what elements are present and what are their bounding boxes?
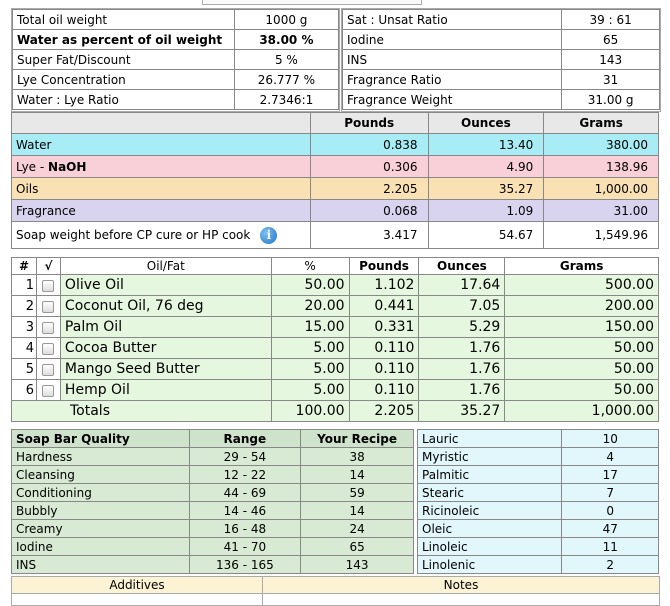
summary-value: 39 : 61: [562, 10, 660, 30]
oil-index: 2: [12, 296, 37, 317]
oil-checkbox-cell: [36, 338, 60, 359]
oil-index: 1: [12, 275, 37, 296]
quality-name: Creamy: [12, 520, 190, 538]
summary-value: 31: [562, 70, 660, 90]
summary-label: INS: [343, 50, 562, 70]
quality-name: Hardness: [12, 448, 190, 466]
fatty-acid-name: Stearic: [418, 484, 562, 502]
lye-pounds: 0.306: [310, 156, 428, 178]
quality-table: [11, 429, 414, 574]
oil-name: Coconut Oil, 76 deg: [60, 296, 271, 317]
fatty-acid-value: 17: [562, 466, 659, 484]
oil-name: Olive Oil: [60, 275, 271, 296]
oil-grams: 50.00: [505, 338, 659, 359]
oil-index: 5: [12, 359, 37, 380]
oils-header-check: √: [36, 258, 60, 275]
quality-range: 14 - 46: [189, 502, 301, 520]
summary-value: 38.00 %: [234, 30, 338, 50]
summary-left-row: [13, 70, 339, 90]
oils-ounces: 35.27: [428, 178, 544, 200]
weights-row-oils: [12, 178, 659, 200]
oil-checkbox-cell: [36, 380, 60, 401]
quality-recipe: 14: [301, 502, 414, 520]
oils-pounds: 2.205: [310, 178, 428, 200]
oils-totals-row: [12, 401, 659, 422]
quality-range: 29 - 54: [189, 448, 301, 466]
oil-name: Hemp Oil: [60, 380, 271, 401]
oils-header-grams: Grams: [505, 258, 659, 275]
lye-label: [12, 156, 311, 178]
fatty-acid-name: Myristic: [418, 448, 562, 466]
totals-pounds: 2.205: [349, 401, 419, 422]
summary-value: 143: [562, 50, 660, 70]
fatty-acid-value: 11: [562, 538, 659, 556]
oil-checkbox-cell: [36, 359, 60, 380]
summary-label: Fragrance Ratio: [343, 70, 562, 90]
oil-pounds: 0.331: [349, 317, 419, 338]
quality-row: [12, 466, 414, 484]
summary-value: 65: [562, 30, 660, 50]
oil-row: [12, 275, 659, 296]
totals-label: Totals: [12, 401, 272, 422]
oil-row: [12, 380, 659, 401]
oil-grams: 500.00: [505, 275, 659, 296]
summary-label: Sat : Unsat Ratio: [343, 10, 562, 30]
oils-grams: 1,000.00: [544, 178, 659, 200]
oil-checkbox-cell: [36, 317, 60, 338]
notes-textarea[interactable]: [263, 594, 659, 605]
oil-percent[interactable]: 5.00: [271, 359, 349, 380]
oil-ounces: 7.05: [419, 296, 505, 317]
fatty-acid-name: Ricinoleic: [418, 502, 562, 520]
oil-checkbox[interactable]: [42, 322, 54, 334]
oils-header-name: Oil/Fat: [60, 258, 271, 275]
oil-checkbox-cell: [36, 275, 60, 296]
oils-header-ounces: Ounces: [419, 258, 505, 275]
fatty-acid-row: [418, 502, 659, 520]
fatty-acid-name: Oleic: [418, 520, 562, 538]
summary-label: Iodine: [343, 30, 562, 50]
oil-index: 4: [12, 338, 37, 359]
quality-recipe: 24: [301, 520, 414, 538]
soap-label: [12, 222, 311, 249]
summary-label: Lye Concentration: [13, 70, 235, 90]
oil-pounds: 0.110: [349, 380, 419, 401]
oil-checkbox[interactable]: [42, 385, 54, 397]
quality-header-recipe: Your Recipe: [301, 430, 414, 448]
fatty-acid-value: 0: [562, 502, 659, 520]
oil-checkbox[interactable]: [42, 343, 54, 355]
soap-label-text: Soap weight before CP cure or HP cook: [16, 227, 251, 242]
fatty-acid-row: [418, 520, 659, 538]
lye-ounces: 4.90: [428, 156, 544, 178]
additives-textarea[interactable]: [12, 594, 262, 605]
oil-index: 3: [12, 317, 37, 338]
summary-right-row: [343, 50, 660, 70]
summary-left-row: [13, 10, 339, 30]
oil-grams: 50.00: [505, 380, 659, 401]
quality-row: [12, 502, 414, 520]
quality-name: Conditioning: [12, 484, 190, 502]
summary-right-row: [343, 90, 660, 110]
lye-chemical: NaOH: [48, 159, 87, 174]
oil-ounces: 1.76: [419, 338, 505, 359]
quality-header-name: Soap Bar Quality: [12, 430, 190, 448]
fatty-acid-value: 10: [562, 430, 659, 448]
fatty-acid-name: Linolenic: [418, 556, 562, 574]
quality-header-range: Range: [189, 430, 301, 448]
quality-recipe: 14: [301, 466, 414, 484]
fatty-acid-value: 2: [562, 556, 659, 574]
fatty-acid-name: Linoleic: [418, 538, 562, 556]
totals-grams: 1,000.00: [505, 401, 659, 422]
quality-row: [12, 538, 414, 556]
oil-grams: 150.00: [505, 317, 659, 338]
oil-percent[interactable]: 15.00: [271, 317, 349, 338]
totals-ounces: 35.27: [419, 401, 505, 422]
oil-index: 6: [12, 380, 37, 401]
water-ounces: 13.40: [428, 134, 544, 156]
fragrance-pounds: 0.068: [310, 200, 428, 222]
oil-row: [12, 317, 659, 338]
oil-checkbox[interactable]: [42, 364, 54, 376]
oil-grams: 50.00: [505, 359, 659, 380]
summary-value: 2.7346:1: [234, 90, 338, 110]
oil-name: Cocoa Butter: [60, 338, 271, 359]
quality-recipe: 59: [301, 484, 414, 502]
fatty-acid-name: Palmitic: [418, 466, 562, 484]
oils-header-pounds: Pounds: [349, 258, 419, 275]
oils-header-pct: %: [271, 258, 349, 275]
fatty-acid-value: 4: [562, 448, 659, 466]
quality-row: [12, 448, 414, 466]
summary-left-table: [12, 9, 339, 110]
fragrance-grams: 31.00: [544, 200, 659, 222]
quality-range: 136 - 165: [189, 556, 301, 574]
info-icon[interactable]: i: [260, 227, 277, 244]
summary-right-table: [342, 9, 660, 110]
oil-ounces: 5.29: [419, 317, 505, 338]
fatty-acid-value: 47: [562, 520, 659, 538]
weights-row-fragrance: [12, 200, 659, 222]
summary-left-row: [13, 50, 339, 70]
summary-label: Water as percent of oil weight: [13, 30, 235, 50]
oil-percent[interactable]: 50.00: [271, 275, 349, 296]
oil-checkbox-cell: [36, 296, 60, 317]
quality-recipe: 38: [301, 448, 414, 466]
quality-name: Bubbly: [12, 502, 190, 520]
fatty-acid-row: [418, 484, 659, 502]
oil-percent[interactable]: 5.00: [271, 380, 349, 401]
water-grams: 380.00: [544, 134, 659, 156]
oil-ounces: 1.76: [419, 380, 505, 401]
summary-label: Fragrance Weight: [343, 90, 562, 110]
quality-range: 44 - 69: [189, 484, 301, 502]
lye-grams: 138.96: [544, 156, 659, 178]
oil-pounds: 0.441: [349, 296, 419, 317]
water-label: Water: [12, 134, 311, 156]
quality-name: Cleansing: [12, 466, 190, 484]
quality-row: [12, 556, 414, 574]
additives-header: Additives: [12, 577, 262, 594]
summary-left-row: [13, 30, 339, 50]
oils-label: Oils: [12, 178, 311, 200]
oils-header-num: #: [12, 258, 37, 275]
summary-value: 31.00 g: [562, 90, 660, 110]
quality-row: [12, 484, 414, 502]
weights-header-pounds: Pounds: [310, 113, 428, 134]
weights-row-lye: [12, 156, 659, 178]
soap-ounces: 54.67: [428, 222, 544, 249]
fatty-acids-table: [417, 429, 659, 574]
additives-notes-panel: [11, 576, 660, 606]
oils-table: [11, 257, 659, 422]
soap-grams: 1,549.96: [544, 222, 659, 249]
oil-row: [12, 359, 659, 380]
notes-header: Notes: [263, 577, 659, 594]
oil-pounds: 0.110: [349, 338, 419, 359]
fatty-acid-row: [418, 466, 659, 484]
weights-row-water: [12, 134, 659, 156]
oil-percent[interactable]: 5.00: [271, 338, 349, 359]
weights-header-blank: [12, 113, 311, 134]
totals-pct: 100.00: [271, 401, 349, 422]
oil-ounces: 1.76: [419, 359, 505, 380]
oil-percent[interactable]: 20.00: [271, 296, 349, 317]
summary-value: 5 %: [234, 50, 338, 70]
lye-label-text: Lye -: [16, 159, 49, 174]
water-pounds: 0.838: [310, 134, 428, 156]
summary-right-row: [343, 10, 660, 30]
quality-row: [12, 520, 414, 538]
summary-label: Water : Lye Ratio: [13, 90, 235, 110]
summary-right-row: [343, 30, 660, 50]
quality-name: Iodine: [12, 538, 190, 556]
fatty-acid-row: [418, 538, 659, 556]
summary-right-row: [343, 70, 660, 90]
fragrance-label: Fragrance: [12, 200, 311, 222]
quality-name: INS: [12, 556, 190, 574]
quality-recipe: 143: [301, 556, 414, 574]
summary-value: 1000 g: [234, 10, 338, 30]
oil-row: [12, 338, 659, 359]
summary-label: Super Fat/Discount: [13, 50, 235, 70]
oil-grams: 200.00: [505, 296, 659, 317]
weights-header-grams: Grams: [544, 113, 659, 134]
weights-table: [11, 112, 659, 249]
oil-name: Mango Seed Butter: [60, 359, 271, 380]
fatty-acid-row: [418, 556, 659, 574]
oil-name: Palm Oil: [60, 317, 271, 338]
fatty-acid-value: 7: [562, 484, 659, 502]
summary-value: 26.777 %: [234, 70, 338, 90]
fragrance-ounces: 1.09: [428, 200, 544, 222]
summary-right-panel: [341, 8, 661, 112]
oil-row: [12, 296, 659, 317]
quality-range: 16 - 48: [189, 520, 301, 538]
summary-label: Total oil weight: [13, 10, 235, 30]
summary-left-panel: [11, 8, 340, 112]
oil-pounds: 0.110: [349, 359, 419, 380]
quality-range: 41 - 70: [189, 538, 301, 556]
fatty-acid-row: [418, 448, 659, 466]
fatty-acid-name: Lauric: [418, 430, 562, 448]
soap-pounds: 3.417: [310, 222, 428, 249]
oil-checkbox[interactable]: [42, 301, 54, 313]
quality-recipe: 65: [301, 538, 414, 556]
summary-left-row: [13, 90, 339, 110]
quality-range: 12 - 22: [189, 466, 301, 484]
weights-row-soap: [12, 222, 659, 249]
weights-header-ounces: Ounces: [428, 113, 544, 134]
oil-ounces: 17.64: [419, 275, 505, 296]
oil-pounds: 1.102: [349, 275, 419, 296]
fatty-acid-row: [418, 430, 659, 448]
top-tab-stub: [202, 0, 422, 5]
oil-checkbox[interactable]: [42, 280, 54, 292]
